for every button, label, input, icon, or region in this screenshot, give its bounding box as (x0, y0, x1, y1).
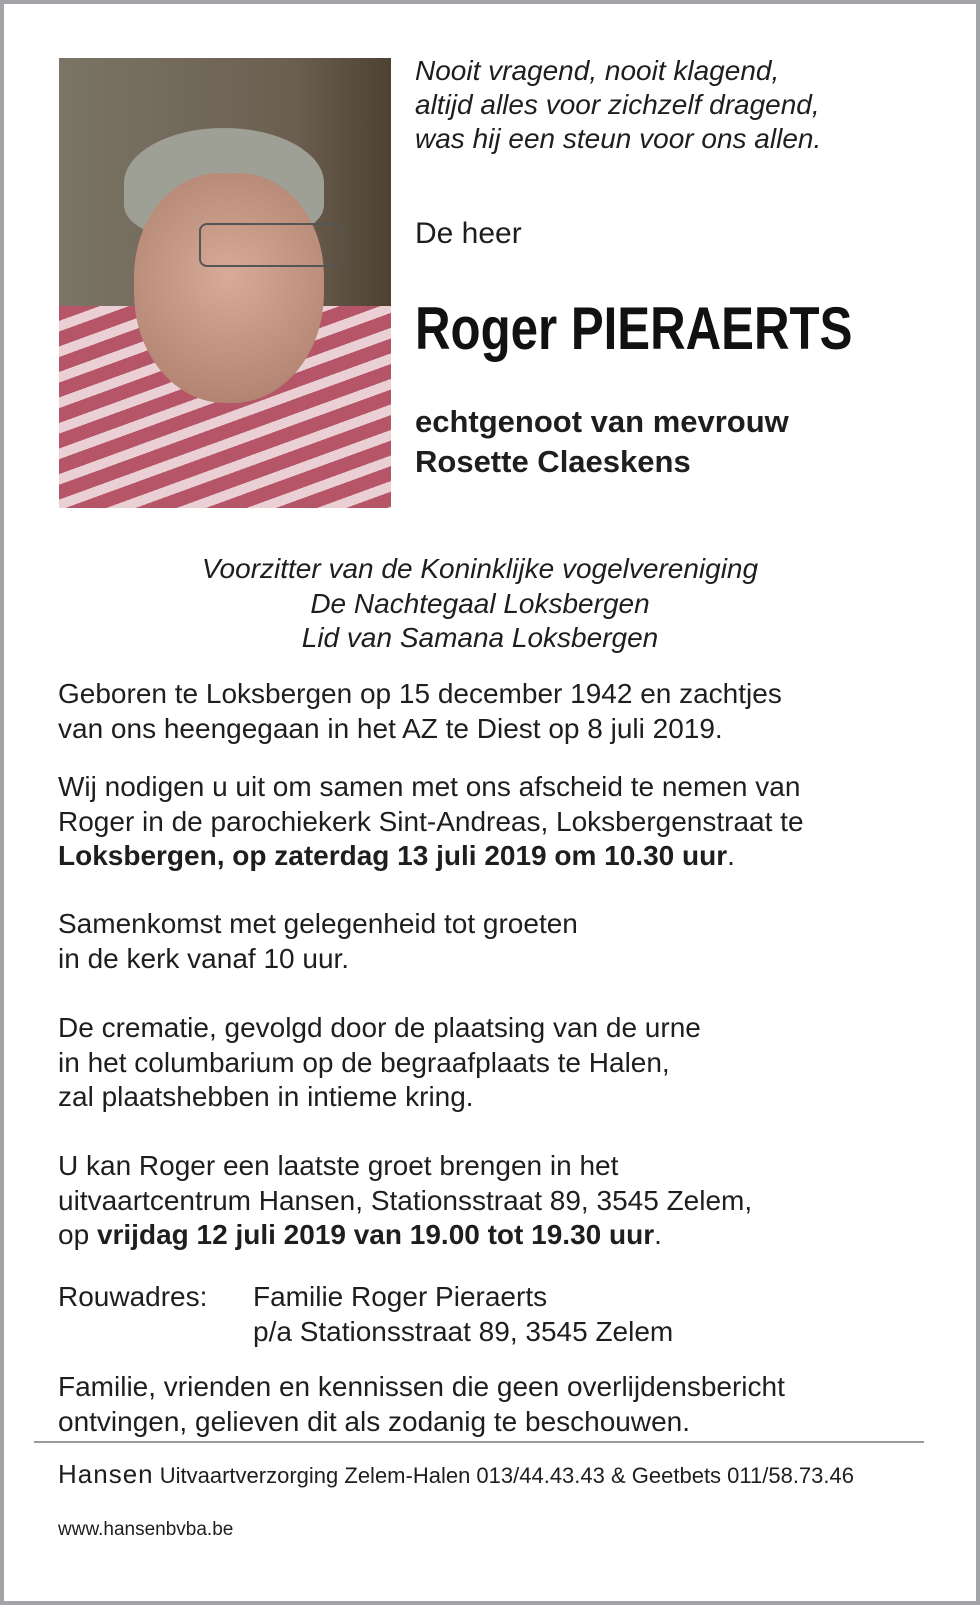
text-line: ontvingen, gelieven dit als zodanig te beschouwen. (58, 1405, 690, 1437)
text-line: van ons heengegaan in het AZ te Diest op 8 juli 2019. (58, 712, 723, 744)
closing-paragraph (58, 1370, 785, 1439)
spouse-line: echtgenoot van mevrouw (415, 404, 789, 439)
text-line: Familie, vrienden en kennissen die geen overlijdensbericht (58, 1371, 785, 1402)
visitation-paragraph (58, 1149, 752, 1253)
visitation-date: vrijdag 12 juli 2019 van 19.00 tot 19.30 uur (96, 1219, 655, 1250)
cremation-paragraph (58, 1011, 701, 1115)
spouse-info (415, 402, 789, 482)
funeral-home-contact: Uitvaartverzorging Zelem-Halen 013/44.43.43 & Geetbets 011/58.73.46 (159, 1463, 854, 1488)
role-line: Voorzitter van de Koninklijke vogelvereniging (201, 553, 759, 584)
text-line: Roger in de parochiekerk Sint-Andreas, Loksbergenstraat te (58, 805, 804, 837)
text-line: uitvaartcentrum Hansen, Stationsstraat 89, 3545 Zelem, (58, 1184, 753, 1216)
address-line: p/a Stationsstraat 89, 3545 Zelem (253, 1315, 674, 1347)
honorific: De heer (415, 217, 522, 250)
spouse-line: Rosette Claeskens (415, 444, 691, 479)
text-line: Samenkomst met gelegenheid tot groeten (58, 908, 578, 939)
quote-line: altijd alles voor zichzelf dragend, (415, 89, 820, 120)
memorial-quote (415, 54, 821, 156)
role-line: Lid van Samana Loksbergen (301, 622, 659, 653)
death-notice (4, 4, 976, 1601)
ceremony-date: Loksbergen, op zaterdag 13 juli 2019 om 10.30 uur (58, 840, 728, 871)
punctuation: . (727, 840, 735, 871)
text-line: Wij nodigen u uit om samen met ons afscheid te nemen van (58, 771, 801, 802)
address-label: Rouwadres: (58, 1281, 208, 1312)
portrait-photo (59, 58, 391, 508)
website-link[interactable]: www.hansenbvba.be (58, 1519, 234, 1540)
text-line (58, 1218, 752, 1253)
roles (4, 552, 956, 656)
text-line: in het columbarium op de begraafplaats te Halen, (58, 1046, 670, 1078)
invitation-paragraph (58, 770, 804, 874)
text-line: U kan Roger een laatste groet brengen in het (58, 1150, 619, 1181)
hansen-logo: Hansen (58, 1459, 154, 1489)
funeral-home-footer (58, 1459, 854, 1490)
role-line: De Nachtegaal Loksbergen (310, 587, 650, 619)
gathering-paragraph (58, 907, 578, 976)
text-line: in de kerk vanaf 10 uur. (58, 942, 350, 974)
quote-line: was hij een steun voor ons allen. (415, 123, 822, 154)
quote-line: Nooit vragend, nooit klagend, (415, 55, 780, 86)
mourning-address (58, 1280, 673, 1349)
birth-death-paragraph (58, 677, 782, 746)
punctuation: . (654, 1219, 662, 1250)
address-line: Familie Roger Pieraerts (253, 1281, 548, 1312)
text-line (58, 839, 804, 874)
text-part: op (58, 1219, 97, 1250)
text-line: De crematie, gevolgd door de plaatsing van de urne (58, 1012, 701, 1043)
deceased-name: Roger PIERAERTS (415, 295, 853, 362)
divider (34, 1441, 924, 1443)
text-line: zal plaatshebben in intieme kring. (58, 1081, 474, 1112)
text-line: Geboren te Loksbergen op 15 december 1942 en zachtjes (58, 678, 782, 709)
